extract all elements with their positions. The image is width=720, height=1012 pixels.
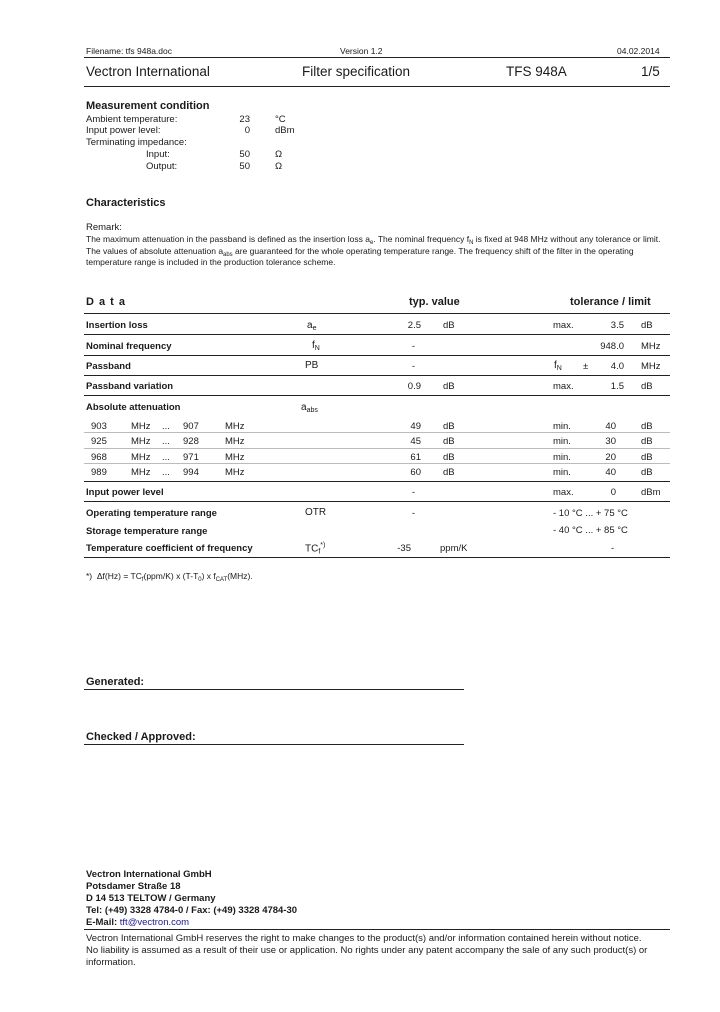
band-stop: 971 [183,452,199,463]
header-rule-top [84,57,670,58]
symbol-operating-temp: OTR [305,507,327,518]
footer-phone-fax: Tel: (+49) 3328 4784-0 / Fax: (+49) 3328 4784-30 [86,905,298,916]
ambient-temp-value: 23 [239,114,250,125]
typ-passband-variation: 0.9 [407,381,421,392]
table-rule [84,375,670,376]
typ-unit-passband-variation: dB [443,381,455,392]
symbol-temp-coefficient: $TC_f^{*)}$ [305,542,326,556]
company-name: Vectron International [86,64,210,79]
table-rule [84,481,670,482]
band-dots: ... [162,436,170,447]
table-rule-thin [84,432,670,433]
page-number: 1/5 [641,64,660,79]
unit-attenuation: dB [641,436,653,447]
unit-nominal-frequency: MHz [641,341,661,352]
generated-signature-line [84,689,464,690]
ambient-temp-unit: °C [275,114,286,125]
footer-street: Potsdamer Straße 18 [86,881,181,892]
row-label-storage-temp: Storage temperature range [86,526,208,537]
range-storage-temp: - 40 °C ... + 85 °C [553,525,628,536]
remark-line-2: The values of absolute attenuation $a_{abs}$ are guaranteed for the whole operating temperature range. The frequency shift of the filter in the operating [86,246,634,258]
characteristics-heading: Characteristics [86,197,166,209]
limit-attenuation: min. [553,467,571,478]
value-attenuation: 40 [605,467,616,478]
row-label-passband: Passband [86,361,131,372]
typ-unit-attenuation: dB [443,467,455,478]
value-attenuation: 40 [605,421,616,432]
typ-passband: - [411,361,415,372]
generated-label: Generated: [86,676,145,688]
input-power-unit: dBm [275,125,295,136]
disclaimer-line-3: information. [86,957,136,968]
unit-insertion-loss: dB [641,320,653,331]
band-dots: ... [162,467,170,478]
table-rule [84,334,670,335]
disclaimer-line-2: No liability is assumed as a result of their use or application. No rights under any patent accompany the sale of any such product(s) or [86,945,648,956]
table-rule [84,355,670,356]
typ-temp-coefficient: -35 [397,543,411,554]
typ-nominal-frequency: - [411,341,415,352]
band-dots: ... [162,452,170,463]
table-rule-bottom [84,557,670,558]
unit-input-power: dBm [641,487,661,498]
value-insertion-loss: 3.5 [610,320,624,331]
band-stop-unit: MHz [225,436,245,447]
input-power-value: 0 [244,125,250,136]
typ-attenuation: 60 [410,467,421,478]
unit-attenuation: dB [641,421,653,432]
typ-unit-attenuation: dB [443,421,455,432]
ambient-temp-label: Ambient temperature: [86,114,178,125]
symbol-absolute-attenuation: $a_{abs}$ [301,402,318,414]
typ-attenuation: 61 [410,452,421,463]
impedance-output-unit: Ω [275,161,283,172]
value-passband: 4.0 [610,361,624,372]
table-header-data: D a t a [86,296,127,308]
typ-input-power: - [411,487,415,498]
limit-attenuation: min. [553,452,571,463]
value-attenuation: 30 [605,436,616,447]
limit-insertion-loss: max. [553,320,574,331]
doc-date: 04.02.2014 [617,46,660,56]
header-rule-bottom [84,86,670,87]
band-stop-unit: MHz [225,452,245,463]
checked-approved-label: Checked / Approved: [86,731,196,743]
band-start-unit: MHz [131,452,151,463]
row-label-operating-temp: Operating temperature range [86,508,217,519]
impedance-input-value: 50 [239,149,250,160]
limit-input-power: max. [553,487,574,498]
table-rule-top [84,313,670,314]
table-header-tolerance: tolerance / limit [570,296,651,308]
row-label-temp-coefficient: Temperature coefficient of frequency [86,543,253,554]
part-number: TFS 948A [506,64,567,79]
unit-passband: MHz [641,361,661,372]
limit-attenuation: min. [553,421,571,432]
table-rule-thin [84,448,670,449]
typ-unit-attenuation: dB [443,436,455,447]
band-start: 989 [91,467,107,478]
value-input-power: 0 [610,487,616,498]
unit-attenuation: dB [641,452,653,463]
band-stop: 907 [183,421,199,432]
disclaimer-line-1: Vectron International GmbH reserves the right to make changes to the product(s) and/or information contained herein without notice. [86,933,642,944]
table-header-typ: typ. value [409,296,460,308]
limit-symbol-passband: $f_N$ [554,360,562,372]
version: Version 1.2 [340,46,383,56]
typ-unit-temp-coefficient: ppm/K [440,543,468,554]
typ-operating-temp: - [411,508,415,519]
row-label-insertion-loss: Insertion loss [86,320,148,331]
remark-line-1: The maximum attenuation in the passband is defined as the insertion loss $a_e$. The nominal frequency $f_N$ is fixed at 948 MHz without any tolerance or limit. [86,234,661,246]
band-start-unit: MHz [131,421,151,432]
table-rule [84,395,670,396]
band-start-unit: MHz [131,467,151,478]
typ-unit-attenuation: dB [443,452,455,463]
row-label-absolute-attenuation: Absolute attenuation [86,402,181,413]
range-operating-temp: - 10 °C ... + 75 °C [553,508,628,519]
input-power-label: Input power level: [86,125,161,136]
measurement-heading: Measurement condition [86,100,210,112]
footnote: *) $\Delta f(Hz) = TC_f(ppm/K)$ x $(T-T_0)$ x $f_{CAT}(MHz)$. [86,571,253,583]
band-start: 968 [91,452,107,463]
email-link[interactable]: tft@vectron.com [119,917,190,928]
symbol-nominal-frequency: $f_N$ [312,340,320,352]
value-nominal-frequency: 948.0 [600,341,624,352]
typ-attenuation: 45 [410,436,421,447]
limit-passband-variation: max. [553,381,574,392]
filename: Filename: tfs 948a.doc [86,46,172,56]
band-stop-unit: MHz [225,421,245,432]
unit-passband-variation: dB [641,381,653,392]
band-stop-unit: MHz [225,467,245,478]
impedance-label: Terminating impedance: [86,137,187,148]
band-start-unit: MHz [131,436,151,447]
value-passband-variation: 1.5 [610,381,624,392]
unit-attenuation: dB [641,467,653,478]
row-label-nominal-frequency: Nominal frequency [86,341,172,352]
footer-city: D 14 513 TELTOW / Germany [86,893,216,904]
band-stop: 928 [183,436,199,447]
impedance-output-value: 50 [239,161,250,172]
impedance-input-label: Input: [146,149,170,160]
band-dots: ... [162,421,170,432]
impedance-input-unit: Ω [275,149,283,160]
remark-line-3: temperature range is included in the production tolerance scheme. [86,257,336,267]
symbol-insertion-loss: $a_e$ [307,320,317,332]
row-label-passband-variation: Passband variation [86,381,174,392]
table-rule [84,501,670,502]
limit-attenuation: min. [553,436,571,447]
typ-insertion-loss: 2.5 [407,320,421,331]
footer-company: Vectron International GmbH [86,869,212,880]
footer-email-row: E-Mail: tft@vectron.com [86,917,190,928]
symbol-passband: PB [305,360,319,371]
remark-label: Remark: [86,222,122,233]
typ-unit-insertion-loss: dB [443,320,455,331]
band-start: 903 [91,421,107,432]
typ-attenuation: 49 [410,421,421,432]
table-rule-thin [84,463,670,464]
approved-signature-line [84,744,464,745]
band-start: 925 [91,436,107,447]
band-stop: 994 [183,467,199,478]
plus-minus-passband: ± [583,361,589,372]
row-label-input-power: Input power level [86,487,164,498]
tolerance-temp-coefficient: - [611,543,615,554]
footer-rule [84,929,670,930]
document-title: Filter specification [302,64,411,79]
impedance-output-label: Output: [146,161,178,172]
value-attenuation: 20 [605,452,616,463]
